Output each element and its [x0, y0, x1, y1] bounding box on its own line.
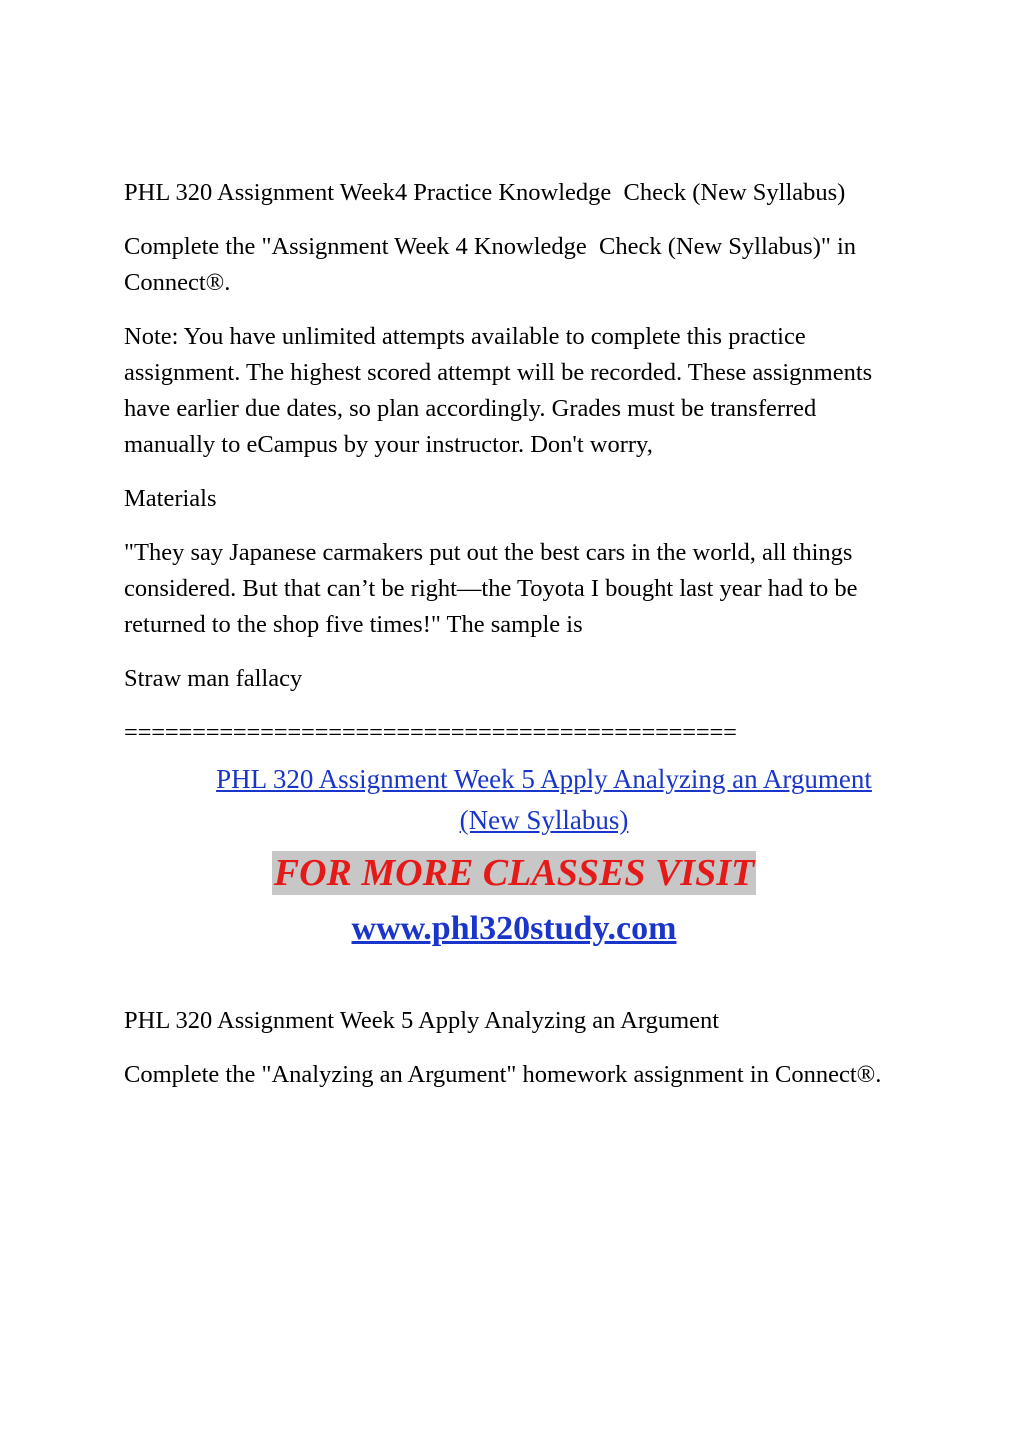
sample-question: "They say Japanese carmakers put out the best cars in the world, all things considered. But that can’t be right—the Toyota I bought last year had to be returned to the shop five times!" The sample is	[124, 539, 864, 638]
assignment-note: Note: You have unlimited attempts available to complete this practice assignment. The highest scored attempt will be recorded. These assignments have earlier due dates, so plan accordingly. Grades must be transferred manually to eCampus by your instructor. Don't worry,	[124, 323, 879, 458]
more-classes-banner: FOR MORE CLASSES VISIT	[273, 852, 755, 894]
materials-heading: Materials	[124, 485, 217, 512]
assignment-instruction: Complete the "Assignment Week 4 Knowledge Check (New Syllabus)" in Connect®.	[124, 233, 863, 296]
week5-title: PHL 320 Assignment Week 5 Apply Analyzing an Argument	[124, 1007, 720, 1034]
section-divider: =============================================	[124, 719, 737, 746]
website-link[interactable]: www.phl320study.com	[351, 910, 677, 947]
assignment-title: PHL 320 Assignment Week4 Practice Knowledge Check (New Syllabus)	[124, 179, 846, 206]
week5-instruction: Complete the "Analyzing an Argument" homework assignment in Connect®.	[124, 1061, 882, 1088]
cta-container	[124, 851, 904, 895]
website-container	[124, 907, 904, 951]
document-body	[124, 175, 904, 1111]
sample-answer: Straw man fallacy	[124, 665, 303, 692]
next-assignment-link[interactable]: PHL 320 Assignment Week 5 Apply Analyzing an Argument (New Syllabus)	[216, 764, 872, 835]
